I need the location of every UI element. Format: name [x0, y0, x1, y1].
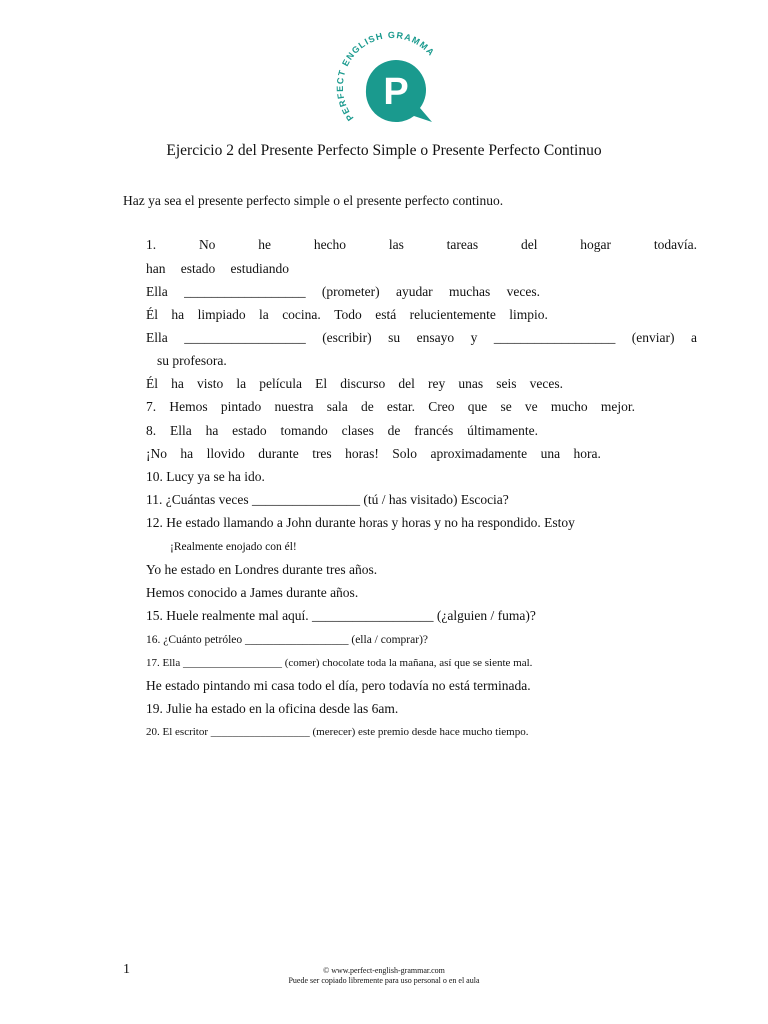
exercise-word: las: [388, 237, 404, 252]
exercise-line: 15. Huele realmente mal aquí. __________________ (¿alguien / fuma)?: [146, 608, 536, 623]
page-number: 1: [123, 962, 130, 977]
exercise-word: ha: [205, 423, 219, 438]
exercise-line: [146, 284, 540, 300]
exercise-word: su: [388, 330, 401, 345]
exercise-line: [146, 446, 601, 462]
exercise-line: 20. El escritor __________________ (merecer) este premio desde hace mucho tiempo.: [146, 726, 529, 738]
exercise-word: Ella: [146, 284, 168, 299]
exercise-word: y: [470, 330, 478, 345]
exercise-word: hogar: [580, 237, 612, 252]
exercise-word: (escribir): [322, 330, 372, 345]
exercise-line: 12. He estado llamando a John durante horas y horas y no ha respondido. Estoy: [146, 515, 575, 530]
exercise-word: relucientemente: [409, 307, 496, 322]
exercise-word: película: [259, 376, 302, 391]
exercise-word: se: [500, 399, 512, 414]
exercise-word: pintado: [220, 399, 262, 414]
exercise-word: veces.: [529, 376, 563, 391]
exercise-word: tomando: [280, 423, 328, 438]
exercise-word: horas!: [345, 446, 379, 461]
exercise-word: mucho: [550, 399, 588, 414]
exercise-word: ensayo: [416, 330, 455, 345]
exercise-word: he: [258, 237, 271, 252]
exercise-word: Él: [146, 376, 158, 391]
exercise-word: rey: [428, 376, 446, 391]
exercise-word: seis: [496, 376, 517, 391]
exercise-word: Todo: [334, 307, 362, 322]
exercise-line: 17. Ella __________________ (comer) chocolate toda la mañana, así que se siente mal.: [146, 657, 533, 669]
exercise-word: francés: [414, 423, 454, 438]
exercise-word: nuestra: [274, 399, 314, 414]
exercise-word: 8.: [146, 423, 157, 438]
exercise-word: la: [259, 307, 269, 322]
exercise-line: 19. Julie ha estado en la oficina desde las 6am.: [146, 701, 399, 716]
exercise-word: ayudar: [395, 284, 433, 299]
exercise-word: limpiado: [197, 307, 246, 322]
exercise-line: [146, 376, 563, 392]
exercise-word: ve: [524, 399, 538, 414]
perfect-english-grammar-logo: [330, 26, 440, 136]
footer-copyright: © www.perfect-english-grammar.com: [323, 966, 445, 975]
exercise-word: 7.: [146, 399, 157, 414]
exercise-word: del: [398, 376, 415, 391]
exercise-line: [146, 237, 697, 253]
exercise-word: clases: [341, 423, 374, 438]
exercise-word: la: [236, 376, 247, 391]
exercise-word: durante: [258, 446, 299, 461]
instruction-text: Haz ya sea el presente perfecto simple o el presente perfecto continuo.: [123, 193, 504, 208]
exercise-word: llovido: [206, 446, 245, 461]
exercise-word: de: [360, 399, 374, 414]
exercise-word: han: [146, 261, 166, 276]
exercise-line: 16. ¿Cuánto petróleo __________________ (ella / comprar)?: [146, 634, 428, 646]
page-title: Ejercicio 2 del Presente Perfecto Simple o Presente Perfecto Continuo: [166, 142, 602, 159]
exercise-word: 1.: [146, 237, 157, 252]
exercise-word: hora.: [573, 446, 601, 461]
logo-arc-text: PERFECT ENGLISH GRAMMA: [334, 29, 437, 123]
exercise-word: Él: [146, 307, 158, 322]
exercise-word: Solo: [392, 446, 418, 461]
exercise-word: discurso: [340, 376, 386, 391]
exercise-word: cocina.: [282, 307, 321, 322]
exercise-word: hecho: [313, 237, 347, 252]
exercise-word: últimamente.: [467, 423, 538, 438]
exercise-line: He estado pintando mi casa todo el día, pero todavía no está terminada.: [146, 678, 531, 693]
exercise-line: su profesora.: [157, 353, 227, 368]
exercise-word: a: [690, 330, 697, 345]
exercise-word: Ella: [146, 330, 168, 345]
exercise-word: ¡No: [146, 446, 167, 461]
exercise-word: Hemos: [169, 399, 208, 414]
exercise-word: visto: [197, 376, 224, 391]
footer-license: Puede ser copiado libremente para uso personal o en el aula: [288, 976, 480, 985]
exercise-line: 11. ¿Cuántas veces ________________ (tú / has visitado) Escocia?: [146, 492, 509, 507]
exercise-line: [146, 307, 548, 323]
exercise-word: muchas: [449, 284, 491, 299]
exercise-word: limpio.: [509, 307, 548, 322]
exercise-line: [146, 399, 635, 415]
exercise-word: todavía.: [653, 237, 697, 252]
exercise-word: __________________: [184, 330, 306, 345]
exercise-word: ha: [180, 446, 194, 461]
exercise-word: del: [520, 237, 538, 252]
exercise-word: ha: [171, 307, 185, 322]
exercise-word: tres: [312, 446, 332, 461]
exercise-word: aproximadamente: [430, 446, 528, 461]
exercise-word: de: [387, 423, 401, 438]
exercise-word: sala: [326, 399, 348, 414]
exercise-word: El: [315, 376, 328, 391]
exercise-word: unas: [458, 376, 484, 391]
exercise-word: Creo: [428, 399, 455, 414]
exercise-word: ha: [171, 376, 184, 391]
exercise-word: una: [540, 446, 561, 461]
exercise-word: __________________: [184, 284, 306, 299]
logo-letter: P: [383, 71, 409, 113]
footer: [234, 966, 534, 986]
exercise-word: que: [467, 399, 488, 414]
exercise-word: estado: [232, 423, 267, 438]
exercise-word: mejor.: [600, 399, 635, 414]
exercise-word: (enviar): [631, 330, 675, 345]
exercise-word: está: [375, 307, 397, 322]
exercise-word: Ella: [169, 423, 192, 438]
exercise-word: __________________: [493, 330, 616, 345]
exercise-word: estar.: [386, 399, 416, 414]
exercise-line: [146, 330, 697, 346]
exercise-word: No: [198, 237, 216, 252]
exercise-word: veces.: [506, 284, 540, 299]
exercise-line: Yo he estado en Londres durante tres años.: [146, 562, 378, 577]
exercise-word: estudiando: [230, 261, 289, 276]
exercise-line: [146, 261, 289, 277]
exercise-line: [146, 423, 538, 439]
exercise-line: 10. Lucy ya se ha ido.: [146, 469, 265, 484]
exercise-line: ¡Realmente enojado con él!: [170, 541, 297, 553]
exercise-line: Hemos conocido a James durante años.: [146, 585, 359, 600]
exercise-word: (prometer): [321, 284, 380, 299]
exercise-word: estado: [180, 261, 216, 276]
exercise-word: tareas: [446, 237, 479, 252]
